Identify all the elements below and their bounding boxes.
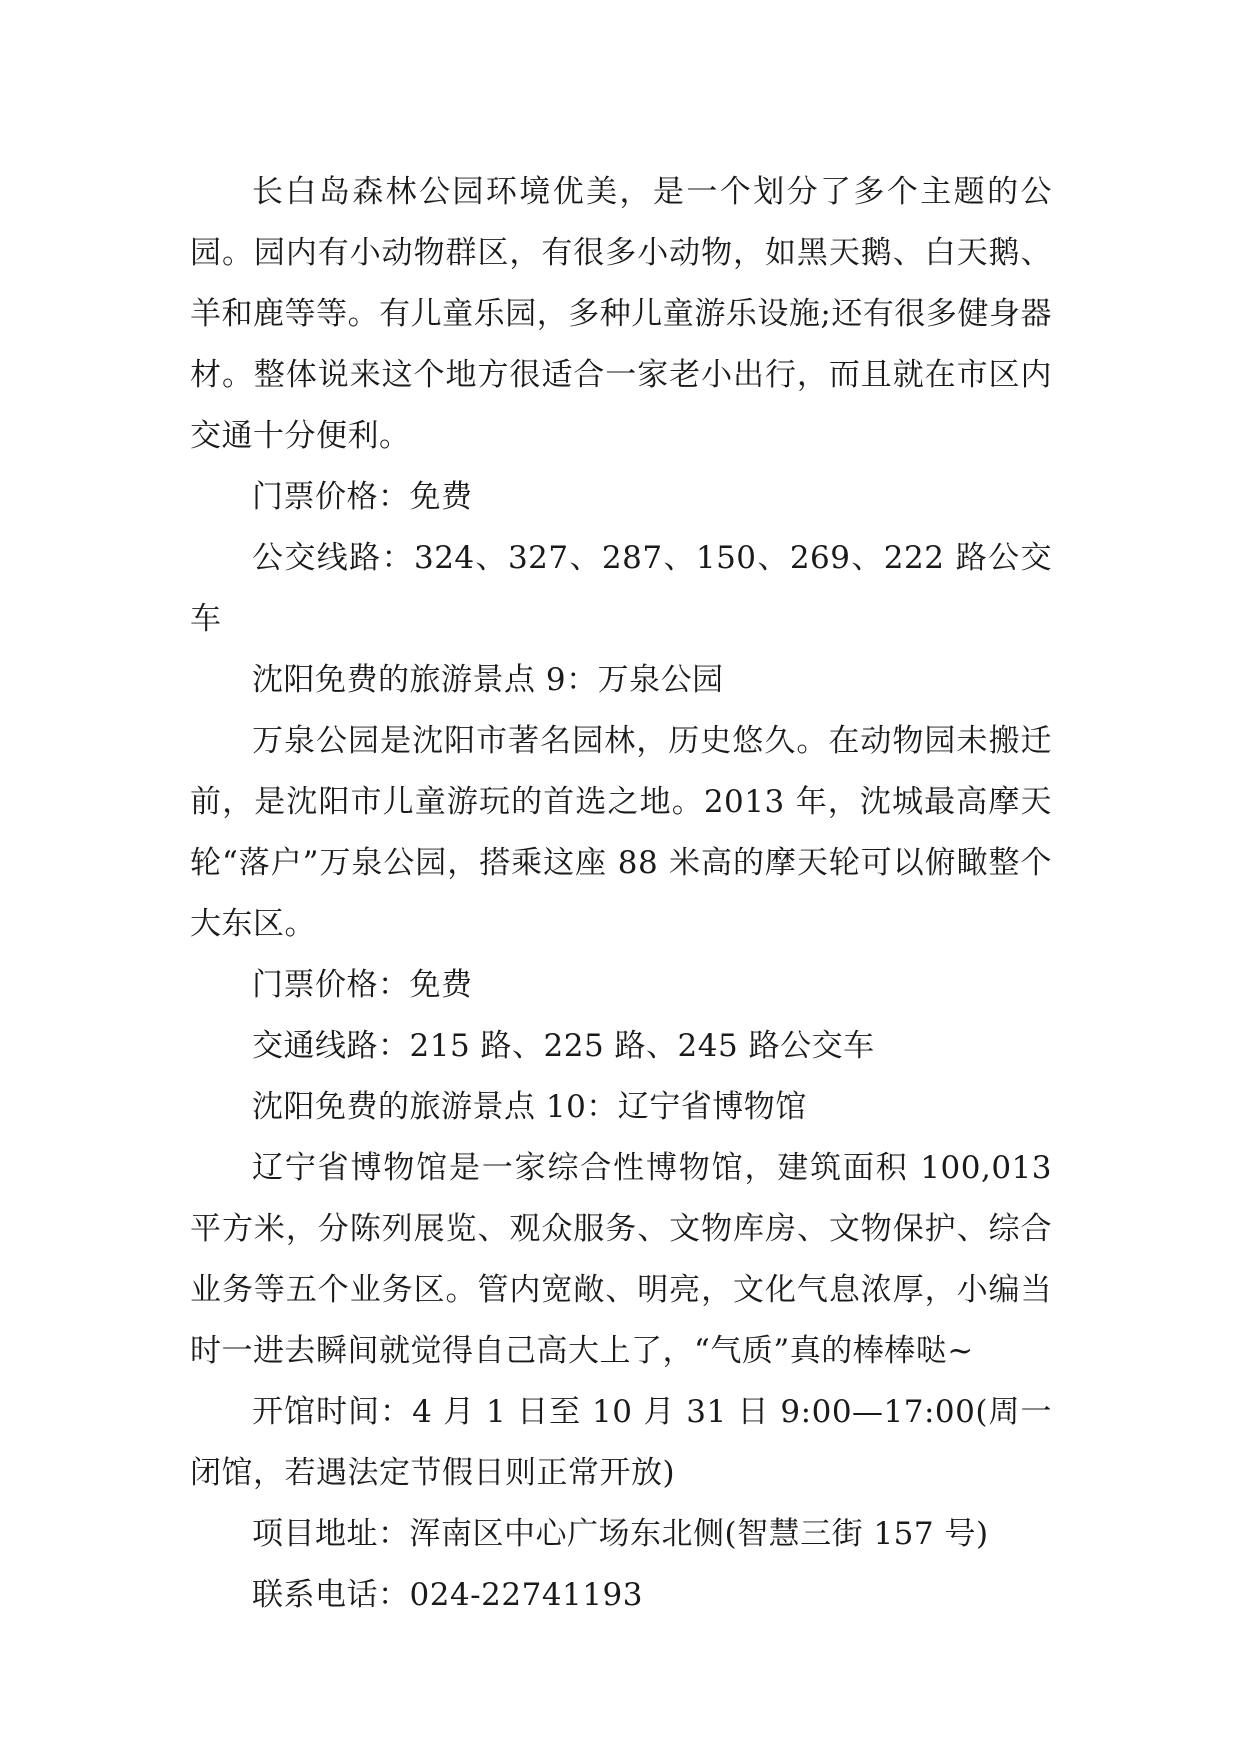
paragraph-museum-description: 辽宁省博物馆是一家综合性博物馆，建筑面积 100,013 平方米，分陈列展览、观众服务、文物库房、文物保护、综合业务等五个业务区。管内宽敞、明亮，文化气息浓厚，小编当时一进去瞬间就觉得自己高大上了，“气质”真的棒棒哒~ [190, 1150, 1052, 1369]
paragraph-ticket-price: 门票价格：免费 [252, 967, 473, 1003]
paragraph-attraction-10-heading: 沈阳免费的旅游景点 10：辽宁省博物馆 [252, 1089, 807, 1125]
paragraph-attraction-9-heading: 沈阳免费的旅游景点 9：万泉公园 [252, 662, 724, 698]
paragraph-phone: 联系电话：024-22741193 [252, 1577, 643, 1613]
paragraph-bus-routes: 公交线路：324、327、287、150、269、222 路公交车 [190, 540, 1052, 637]
paragraph-transit-routes: 交通线路：215 路、225 路、245 路公交车 [252, 1028, 875, 1064]
paragraph-wanquan-description: 万泉公园是沈阳市著名园林，历史悠久。在动物园未搬迁前，是沈阳市儿童游玩的首选之地。2013 年，沈城最高摩天轮“落户”万泉公园，搭乘这座 88 米高的摩天轮可以俯瞰整个大东区。 [190, 723, 1052, 942]
paragraph-address: 项目地址：浑南区中心广场东北侧(智慧三街 157 号) [252, 1516, 989, 1552]
document-body [190, 162, 1052, 1626]
paragraph-changbaidao-description: 长白岛森林公园环境优美，是一个划分了多个主题的公园。园内有小动物群区，有很多小动物，如黑天鹅、白天鹅、羊和鹿等等。有儿童乐园，多种儿童游乐设施;还有很多健身器材。整体说来这个地方很适合一家老小出行，而且就在市区内交通十分便利。 [190, 174, 1052, 454]
paragraph-opening-hours: 开馆时间：4 月 1 日至 10 月 31 日 9:00—17:00(周一闭馆，若遇法定节假日则正常开放) [190, 1394, 1052, 1491]
paragraph-ticket-price: 门票价格：免费 [252, 479, 473, 515]
